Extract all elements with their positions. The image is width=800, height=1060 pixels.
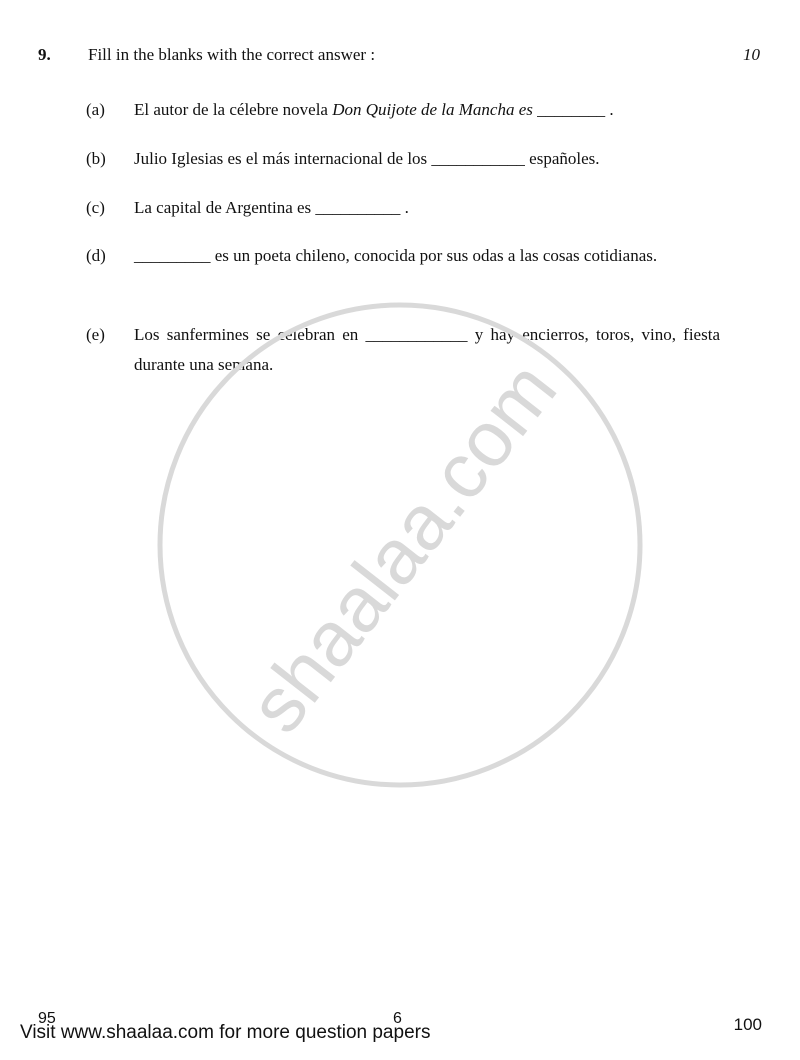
item-label: (b): [86, 149, 106, 168]
total-marks: 100: [733, 1015, 762, 1034]
item-text: _________ es un poeta chileno, conocida por sus odas a las cosas cotidianas.: [134, 246, 658, 265]
visit-link[interactable]: Visit www.shaalaa.com for more question papers: [20, 1022, 431, 1043]
item-italic-text: Don Quijote de la Mancha es: [332, 100, 533, 119]
item-text: El autor de la célebre novela: [134, 100, 333, 119]
page-number: 6: [393, 1010, 402, 1027]
item-label: (e): [86, 325, 105, 344]
item-text: Julio Iglesias es el más internacional de los ___________ españoles.: [134, 149, 600, 168]
item-a: [86, 95, 720, 125]
item-b: [86, 144, 720, 174]
item-label: (c): [86, 198, 105, 217]
item-e: [86, 320, 720, 380]
watermark-text: shaalaa.com: [231, 345, 574, 749]
item-label: (a): [86, 100, 105, 119]
item-label: (d): [86, 246, 106, 265]
item-text: Los sanfermines se celebran en ____________ y hay encierros, toros, vino, fiesta durante una semana.: [134, 325, 720, 374]
item-c: [86, 193, 720, 223]
question-number: 9.: [38, 45, 51, 64]
item-blank: ________ .: [532, 100, 614, 119]
question-text: Fill in the blanks with the correct answer :: [88, 45, 376, 64]
item-text: La capital de Argentina es __________ .: [134, 198, 409, 217]
item-d: [86, 241, 720, 271]
question-marks: 10: [743, 45, 760, 64]
paper-code: 95: [38, 1010, 56, 1027]
